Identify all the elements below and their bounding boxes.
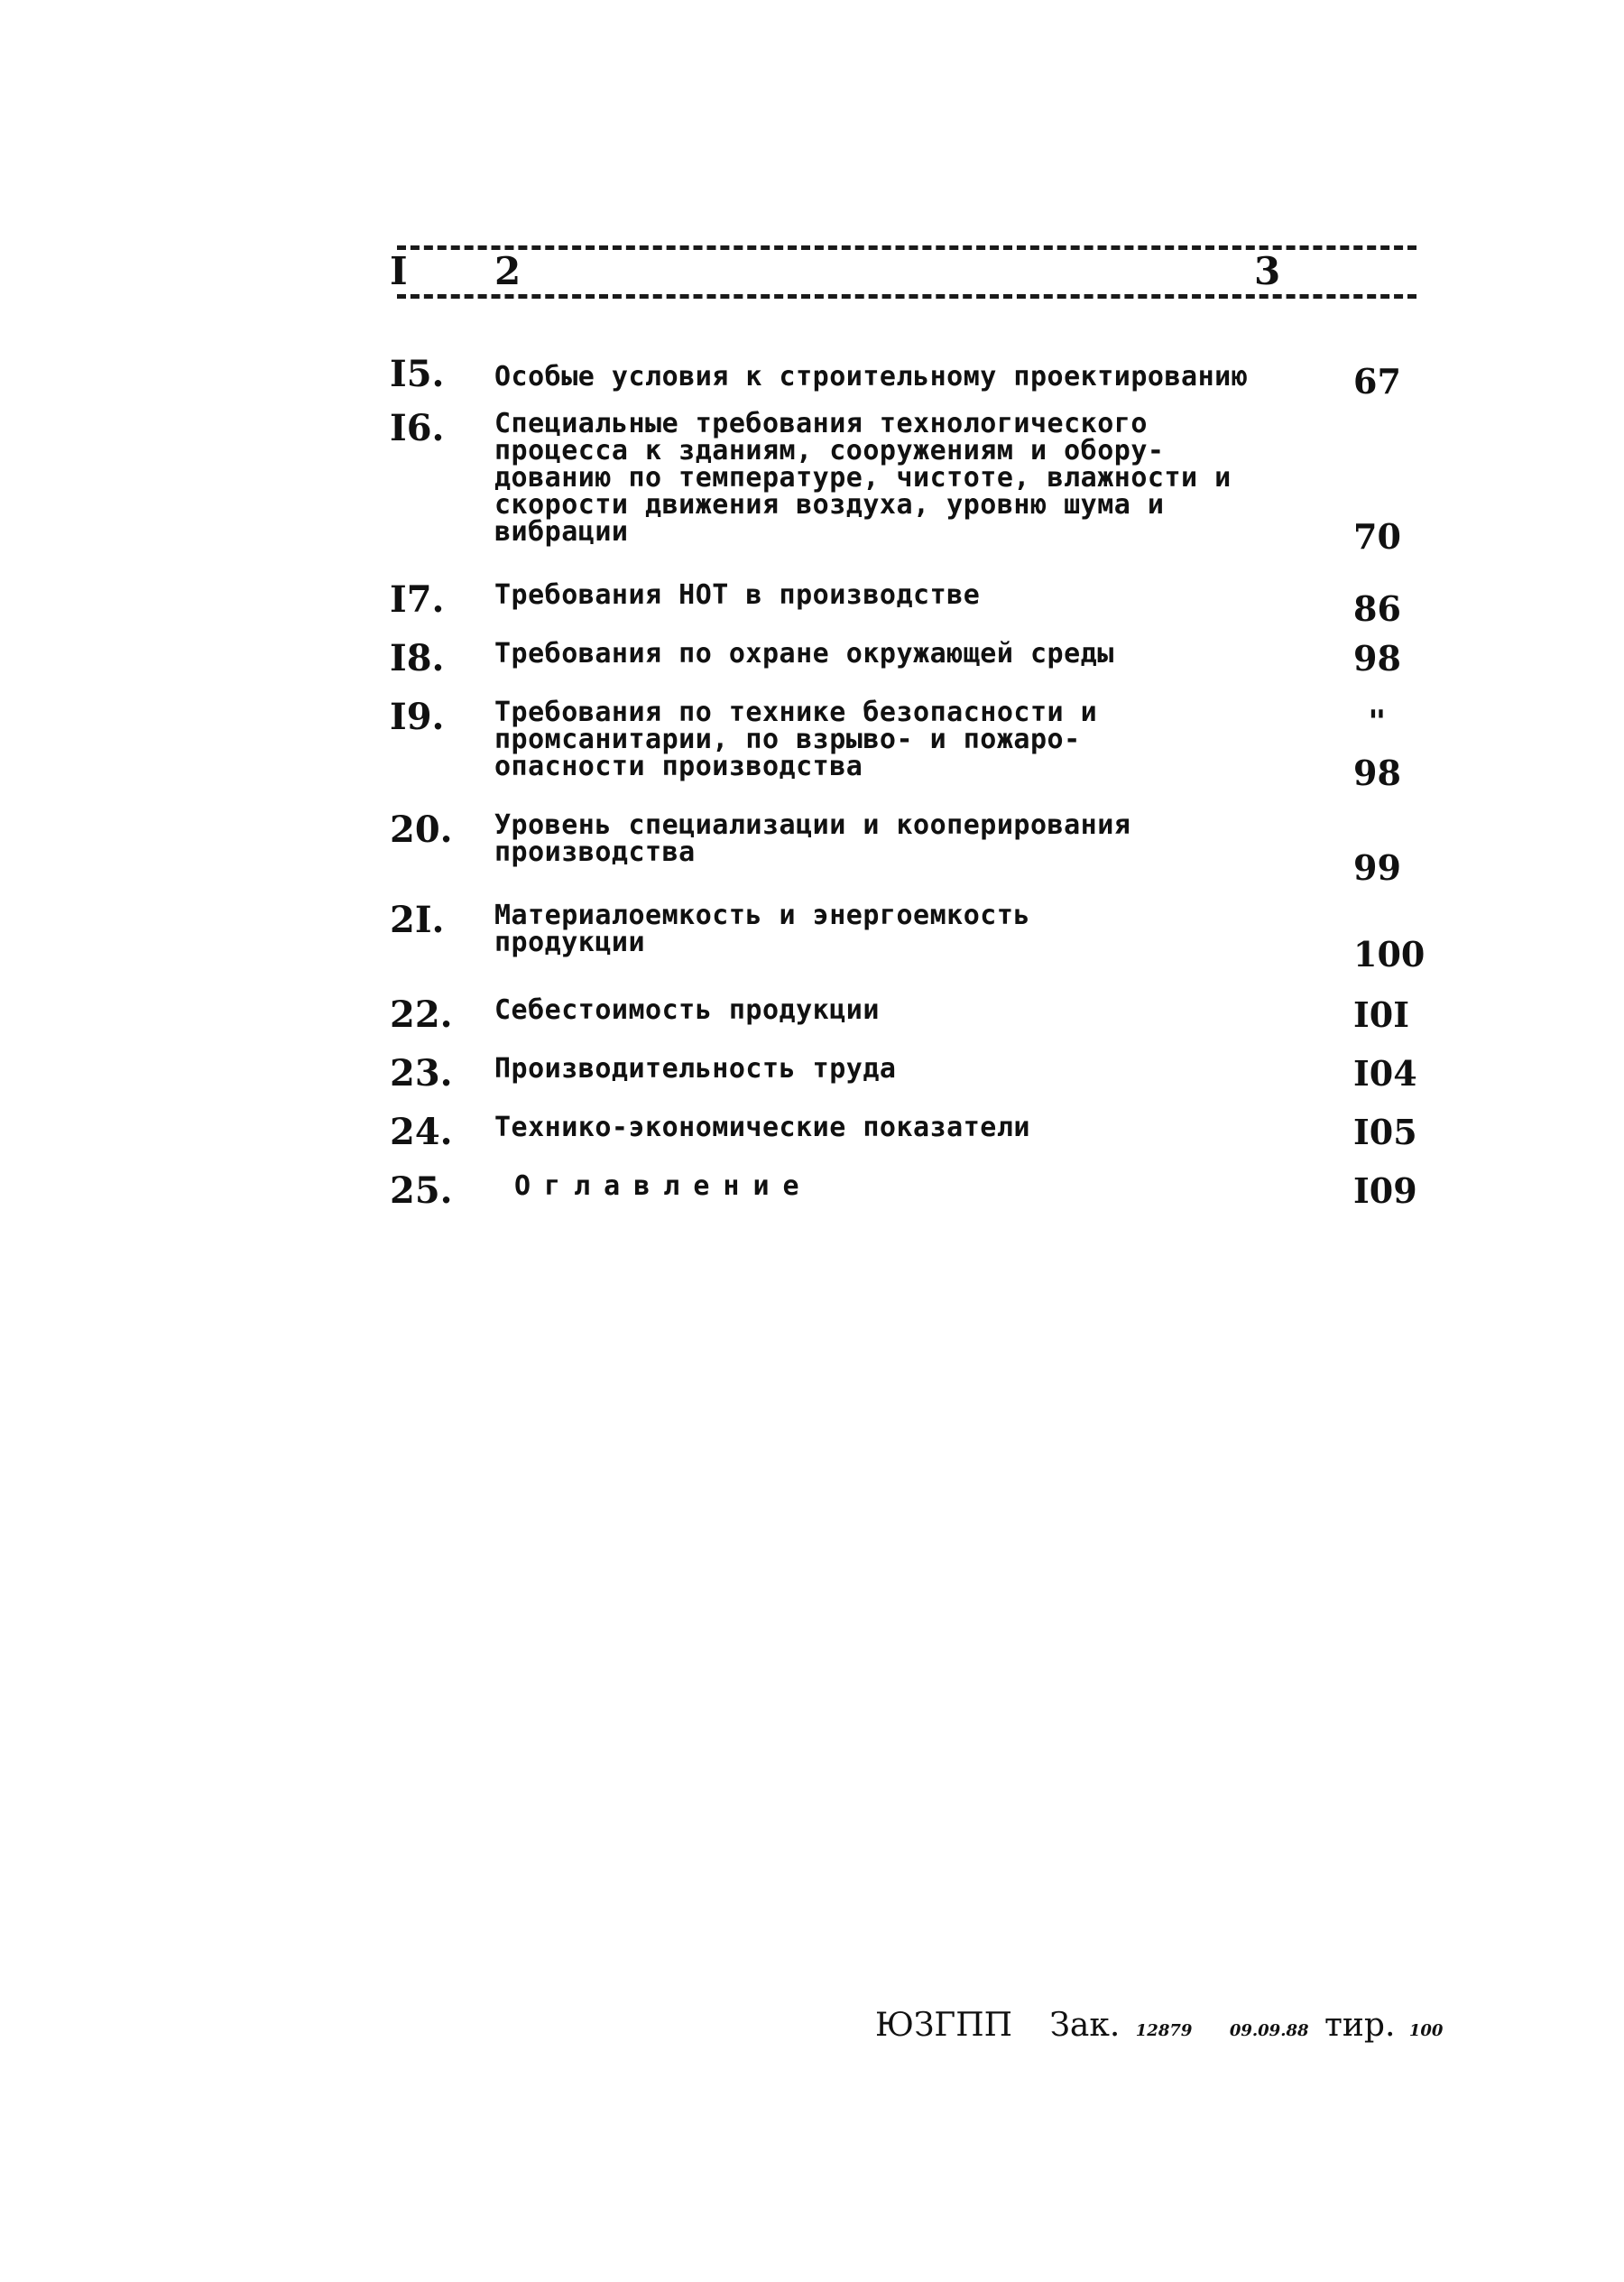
toc-row-number: 23.: [390, 1052, 453, 1095]
toc-row-title: Требования по охране окружающей среды: [494, 638, 1114, 670]
toc-row-title: Уровень специализации и кооперирования производства: [494, 809, 1131, 868]
toc-row-page: I09: [1353, 1170, 1417, 1211]
run-number: 100: [1408, 2021, 1444, 2040]
toc-row-number: 25.: [390, 1169, 453, 1212]
toc-row-number: 2I.: [390, 899, 445, 941]
order-label: Зак.: [1049, 2007, 1121, 2044]
toc-row-page: I04: [1353, 1053, 1417, 1094]
column-number-1: I: [390, 249, 408, 293]
toc-row-page: 98: [1353, 638, 1401, 679]
toc-row-page: 98: [1353, 753, 1401, 793]
toc-row-number: 24.: [390, 1111, 453, 1153]
column-number-3: 3: [1254, 249, 1281, 293]
print-date: 09.09.88: [1229, 2021, 1309, 2040]
printer-name: ЮЗГПП: [875, 2007, 1013, 2044]
toc-row-title: Требования НОТ в производстве: [494, 579, 981, 611]
toc-row-page: 99: [1353, 847, 1401, 888]
toc-row-page: 70: [1353, 516, 1401, 557]
toc-row-number: I9.: [390, 696, 445, 738]
toc-row-page: 67: [1353, 361, 1401, 402]
run-label: тир.: [1324, 2007, 1396, 2044]
toc-row-number: 22.: [390, 993, 453, 1036]
toc-row-title: Особые условия к строительному проектированию: [494, 361, 1249, 393]
print-imprint: [875, 2008, 1470, 2049]
toc-row-title: Специальные требования технологического процесса к зданиям, сооружениям и обору-дованию по температуре, чистоте, влажности и скорости движения воздуха, уровню шума и вибрации: [494, 408, 1232, 548]
toc-row-title: Оглавление: [514, 1170, 813, 1202]
toc-row-number: I5.: [390, 353, 445, 395]
toc-row-number: I8.: [390, 637, 445, 679]
toc-row-title: Производительность труда: [494, 1053, 897, 1085]
header-rule-bottom: [397, 294, 1416, 299]
toc-row-title: Материалоемкость и энергоемкость продукции: [494, 900, 1030, 958]
toc-row-page: I05: [1353, 1112, 1417, 1152]
toc-row-page: 100: [1353, 934, 1426, 975]
toc-row-page: I0I: [1353, 994, 1409, 1035]
toc-row-title: Технико-экономические показатели: [494, 1112, 1030, 1143]
toc-row-number: 20.: [390, 808, 453, 851]
toc-row-page-ditto: ": [1368, 704, 1387, 740]
column-number-2: 2: [494, 249, 521, 293]
order-number: 12879: [1135, 2021, 1193, 2040]
toc-row-title: Себестоимость продукции: [494, 994, 880, 1026]
toc-row-number: I7.: [390, 578, 445, 621]
toc-row-number: I6.: [390, 407, 445, 449]
toc-row-page: 86: [1353, 588, 1401, 629]
toc-row-title: Требования по технике безопасности и промсанитарии, по взрыво- и пожаро-опасности производства: [494, 697, 1098, 782]
